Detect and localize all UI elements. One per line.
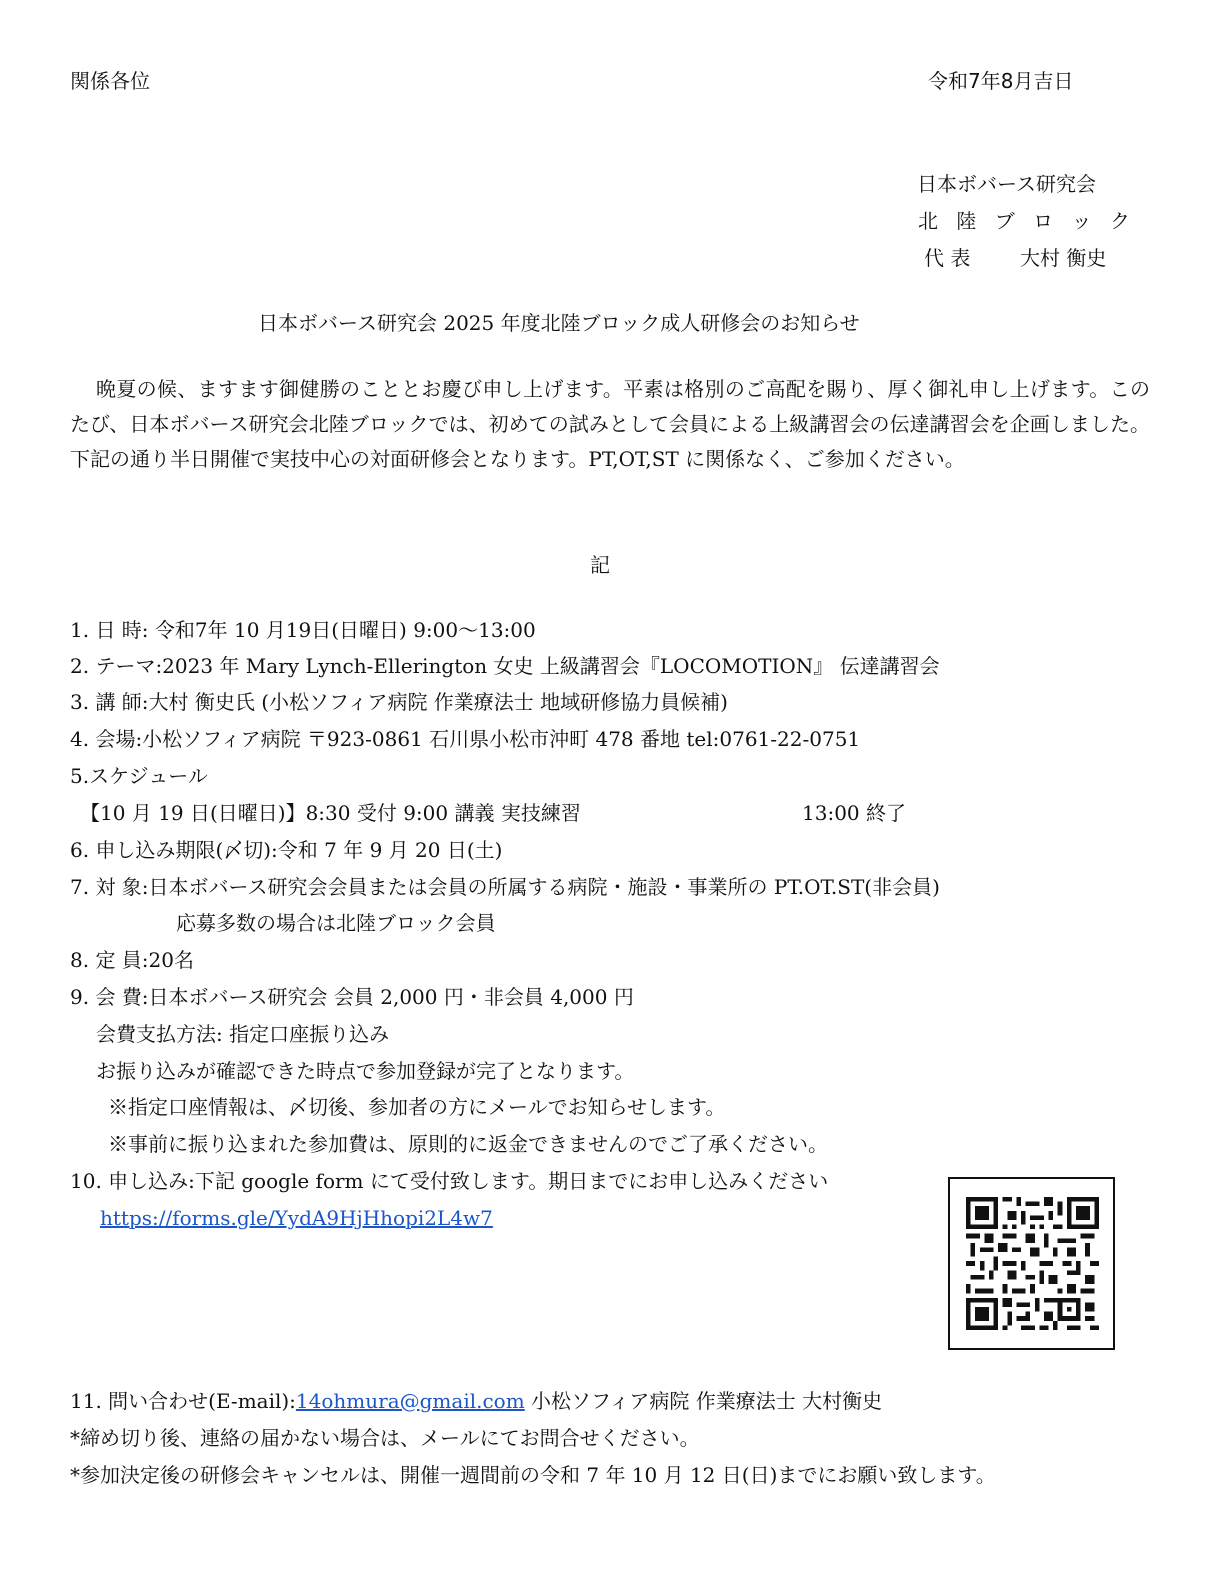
fee-confirm: お振り込みが確認できた時点で参加登録が完了となります。 [96, 1059, 635, 1083]
item-application: 10. 申し込み:下記 google form にて受付致します。期日までにお申し込みください [70, 1169, 829, 1193]
block-char: 陸 [956, 209, 977, 233]
fee-note-account: ※指定口座情報は、〆切後、参加者の方にメールでお知らせします。 [108, 1095, 726, 1119]
item-datetime: 1. 日 時: 令和7年 10 月19日(日曜日) 9:00〜13:00 [70, 618, 536, 642]
intro-text: 晩夏の候、ますます御健勝のこととお慶び申し上げます。平素は格別のご高配を賜り、厚く御礼申し上げます。このたび、日本ボバース研究会北陸ブロックでは、初めての試みとして会員による上級講習会の伝達講習会を企画しました。下記の通り半日開催で実技中心の対面研修会となります。PT,OT,ST に関係なく、ご参加ください。 [70, 377, 1150, 471]
document-title: 日本ボバース研究会 2025 年度北陸ブロック成人研修会のお知らせ [258, 311, 860, 335]
item-fee: 9. 会 費:日本ボバース研究会 会員 2,000 円・非会員 4,000 円 [70, 985, 634, 1009]
note-cancel: *参加決定後の研修会キャンセルは、開催一週間前の令和 7 年 10 月 12 日(日)までにお願い致します。 [70, 1463, 996, 1487]
item-venue: 4. 会場:小松ソフィア病院 〒923-0861 石川県小松市沖町 478 番地 tel:0761-22-0751 [70, 727, 861, 751]
schedule-end: 13:00 終了 [802, 801, 906, 825]
recipient: 関係各位 [70, 69, 150, 93]
note-no-reply: *締め切り後、連絡の届かない場合は、メールにてお問合せください。 [70, 1426, 700, 1450]
fee-payment: 会費支払方法: 指定口座振り込み [96, 1022, 390, 1046]
fee-note-refund: ※事前に振り込まれた参加費は、原則的に返金できませんのでご了承ください。 [108, 1132, 828, 1156]
item-capacity: 8. 定 員:20名 [70, 948, 194, 972]
representative-label: 代 表 [924, 246, 971, 270]
item-target-note: 応募多数の場合は北陸ブロック会員 [176, 911, 496, 935]
item-schedule: 5.スケジュール [70, 764, 208, 788]
qr-code-icon [966, 1197, 1099, 1330]
block-char: ブ [994, 209, 1015, 233]
block-char: ッ [1071, 209, 1092, 233]
item-lecturer: 3. 講 師:大村 衡史氏 (小松ソフィア病院 作業療法士 地域研修協力員候補) [70, 690, 728, 714]
contact-prefix: 11. 問い合わせ(E-mail): [70, 1389, 296, 1413]
contact-suffix: 小松ソフィア病院 作業療法士 大村衡史 [524, 1389, 883, 1413]
item-contact [70, 1387, 882, 1415]
issue-date: 令和7年8月吉日 [928, 69, 1074, 93]
block-name [918, 207, 1130, 235]
application-form-link[interactable]: https://forms.gle/YydA9HjHhopi2L4w7 [100, 1206, 493, 1230]
block-char: ロ [1033, 209, 1054, 233]
qr-code [948, 1177, 1115, 1350]
ki-heading: 記 [590, 553, 610, 577]
block-char: ク [1109, 209, 1130, 233]
item-target: 7. 対 象:日本ボバース研究会会員または会員の所属する病院・施設・事業所の PT.OT.ST(非会員) [70, 875, 940, 899]
org-name: 日本ボバース研究会 [917, 172, 1096, 196]
block-char: 北 [918, 209, 938, 233]
item-theme: 2. テーマ:2023 年 Mary Lynch-Ellerington 女史 上級講習会『LOCOMOTION』 伝達講習会 [70, 654, 940, 678]
intro-paragraph [70, 372, 1150, 477]
representative-name: 大村 衡史 [1020, 246, 1107, 270]
contact-email-link[interactable]: 14ohmura@gmail.com [295, 1389, 525, 1413]
item-deadline: 6. 申し込み期限(〆切):令和 7 年 9 月 20 日(土) [70, 838, 503, 862]
schedule-line: 【10 月 19 日(日曜日)】8:30 受付 9:00 講義 実技練習 [80, 801, 581, 825]
